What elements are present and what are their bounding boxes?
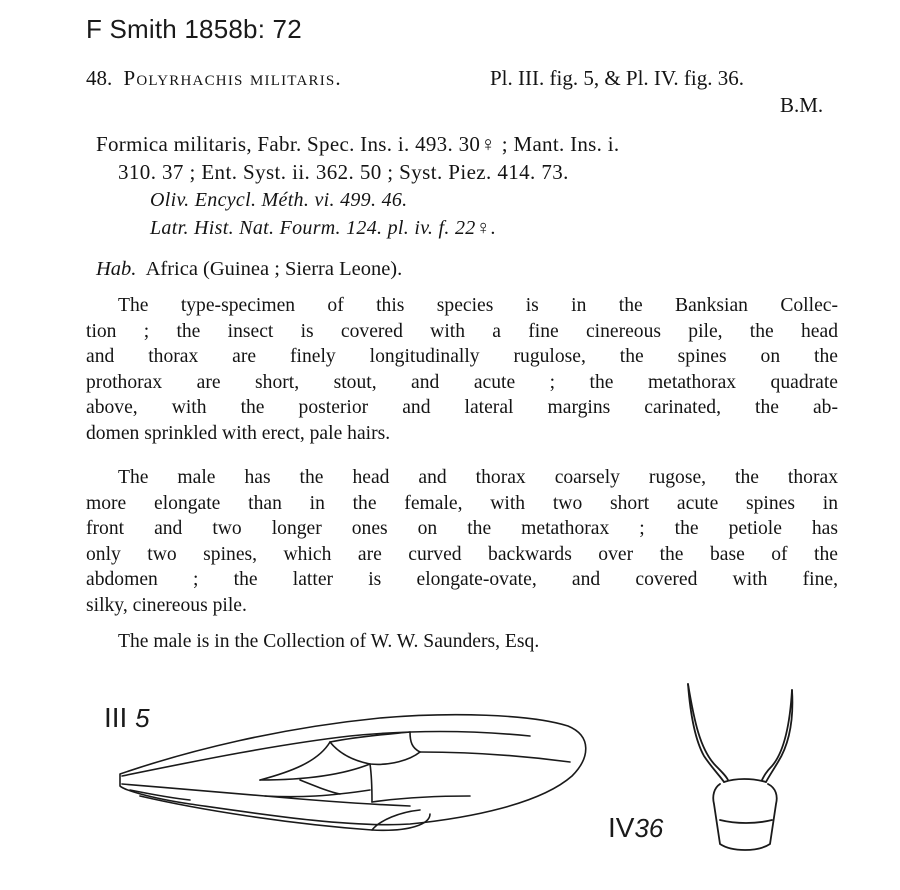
description-paragraph-1 xyxy=(86,293,838,446)
text-line: prothorax are short, stout, and acute ; the metathorax quadrate xyxy=(86,371,838,393)
habitat-label: Hab. xyxy=(96,258,137,280)
page-citation: F Smith 1858b: 72 xyxy=(86,14,302,44)
species-name: Polyrhachis militaris. xyxy=(123,66,342,90)
synonymy-line-4: Latr. Hist. Nat. Fourm. 124. pl. iv. f. 22♀. xyxy=(150,217,497,239)
synonymy-line-2: 310. 37 ; Ent. Syst. ii. 362. 50 ; Syst. Piez. 414. 73. xyxy=(118,160,569,184)
synonymy-line-1: Formica militaris, Fabr. Spec. Ins. i. 493. 30♀ ; Mant. Ins. i. xyxy=(96,132,620,156)
text-line: and thorax are finely longitudinally rugulose, the spines on the xyxy=(86,346,838,367)
text-line: domen sprinkled with erect, pale hairs. xyxy=(86,422,391,444)
habitat-text: Africa (Guinea ; Sierra Leone). xyxy=(145,258,403,280)
text-line: The type-specimen of this species is in the Banksian Collec- xyxy=(118,295,838,316)
petiole-figure-label xyxy=(608,812,663,844)
description-paragraph-2 xyxy=(86,465,838,618)
habitat-line xyxy=(96,258,402,281)
description-paragraph-3 xyxy=(86,629,838,655)
collection-abbrev: B.M. xyxy=(780,93,824,117)
text-line: tion ; the insect is covered with a fine cinereous pile, the head xyxy=(86,320,838,342)
entry-heading xyxy=(86,66,342,91)
petiole-figure-number: 36 xyxy=(634,813,664,843)
petiole-plate-number: IV xyxy=(608,812,635,843)
text-line: abdomen ; the latter is elongate-ovate, and covered with fine, xyxy=(86,569,838,590)
text-line: The male has the head and thorax coarsely rugose, the thorax xyxy=(118,467,838,488)
petiole-illustration xyxy=(680,680,810,860)
text-line: silky, cinereous pile. xyxy=(86,594,247,616)
plate-references: Pl. III. fig. 5, & Pl. IV. fig. 36. xyxy=(490,66,744,90)
text-line: The male is in the Collection of W. W. Saunders, Esq. xyxy=(118,631,540,652)
text-line: above, with the posterior and lateral margins carinated, the ab- xyxy=(86,397,838,418)
entry-number: 48. xyxy=(86,66,113,90)
wing-figure-number: 5 xyxy=(135,703,150,733)
wing-illustration xyxy=(110,700,610,840)
wing-plate-number: III xyxy=(104,702,128,733)
text-line: only two spines, which are curved backwards over the base of the xyxy=(86,543,838,565)
text-line: more elongate than in the female, with two short acute spines in xyxy=(86,492,838,514)
text-line: front and two longer ones on the metathorax ; the petiole has xyxy=(86,518,838,539)
synonymy-line-3: Oliv. Encycl. Méth. vi. 499. 46. xyxy=(150,189,408,211)
